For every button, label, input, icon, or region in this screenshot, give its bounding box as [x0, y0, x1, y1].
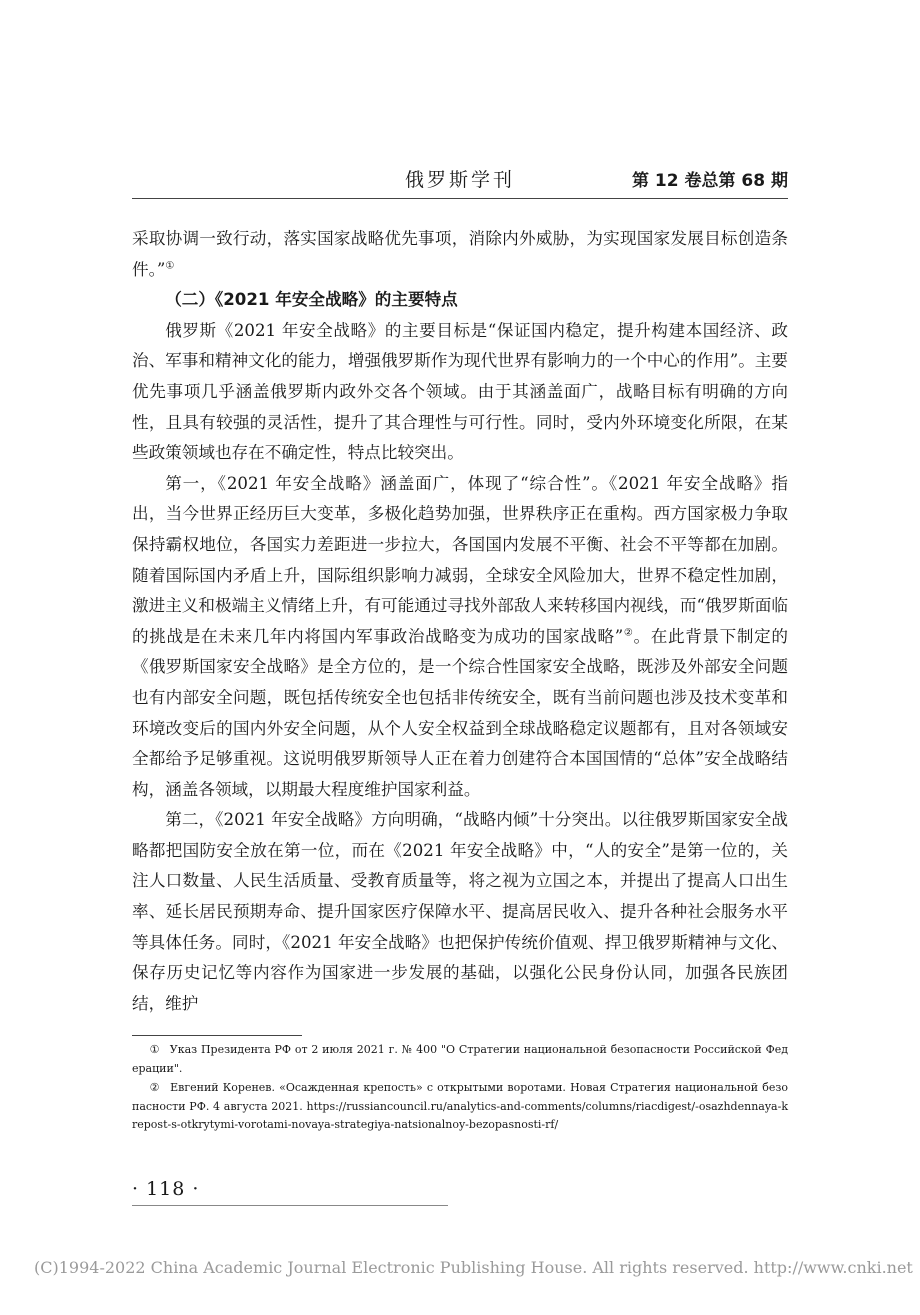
- page-rule: [132, 1205, 448, 1206]
- paragraph-3: 第二，《2021 年安全战略》方向明确，“战略内倾”十分突出。以往俄罗斯国家安全战略都把国防安全放在第一位，而在《2021 年安全战略》中，“人的安全”是第一位的，关注人口数量、人民生活质量、受教育质量等，将之视为立国之本，并提出了提高人口出生率、延长居民预期寿命、提升国家医疗保障水平、提高居民收入、提升各种社会服务水平等具体任务。同时，《2021 年安全战略》也把保护传统价值观、捍卫俄罗斯精神与文化、保存历史记忆等内容作为国家进一步发展的基础，以强化公民身份认同，加强各民族团结，维护: [132, 810, 788, 1013]
- running-header: [132, 165, 788, 195]
- issue-number: 第 12 卷总第 68 期: [632, 171, 788, 191]
- section-heading: （二）《2021 年安全战略》的主要特点: [165, 290, 458, 310]
- footnote-1: [132, 1041, 788, 1078]
- journal-title: 俄罗斯学刊: [404, 169, 515, 191]
- header-rule: [132, 198, 788, 199]
- paragraph-text: 第一，《2021 年安全战略》涵盖面广，体现了“综合性”。《2021 年安全战略》指出，当今世界正经历巨大变革，多极化趋势加强，世界秩序正在重构。西方国家极力争取保持霸权地位，各国实力差距进一步拉大，各国国内发展不平衡、社会不平等都在加剧。随着国际国内矛盾上升，国际组织影响力减弱，全球安全风险加大，世界不稳定性加剧，激进主义和极端主义情绪上升，有可能通过寻找外部敌人来转移国内视线，而“俄罗斯面临的挑战是在未来几年内将国内军事政治战略变为成功的国家战略”: [132, 473, 788, 646]
- paragraph-text: 。在此背景下制定的《俄罗斯国家安全战略》是全方位的，是一个综合性国家安全战略，既涉及外部安全问题也有内部安全问题，既包括传统安全也包括非传统安全，既有当前问题也涉及技术变革和环境改变后的国内外安全问题，从个人安全权益到全球战略稳定议题都有，且对各领域安全都给予足够重视。这说明俄罗斯领导人正在着力创建符合本国国情的“总体”安全战略结构，涵盖各领域，以期最大程度维护国家利益。: [132, 626, 789, 799]
- page-number: · 118 ·: [132, 1178, 200, 1200]
- footnote-text: Указ Президента РФ от 2 июля 2021 г. № 400 "О Стратегии национальной безопасности Российской Федерации".: [132, 1043, 788, 1075]
- footnote-mark: ②: [149, 1081, 161, 1094]
- footnote-2: [132, 1079, 788, 1135]
- footnote-mark: ①: [149, 1043, 160, 1056]
- paragraph-text: 采取协调一致行动，落实国家战略优先事项，消除内外威胁，为实现国家发展目标创造条件。”: [132, 229, 788, 279]
- paragraph-2: [132, 469, 788, 806]
- article-body: [132, 224, 788, 1019]
- footnote-ref-2[interactable]: ②: [623, 627, 634, 639]
- footnote-rule: [132, 1035, 302, 1036]
- footnote-ref-1[interactable]: ①: [165, 260, 175, 272]
- paragraph-1: 俄罗斯《2021 年安全战略》的主要目标是“保证国内稳定，提升构建本国经济、政治、军事和精神文化的能力，增强俄罗斯作为现代世界有影响力的一个中心的作用”。主要优先事项几乎涵盖俄罗斯内政外交各个领域。由于其涵盖面广，战略目标有明确的方向性，且具有较强的灵活性，提升了其合理性与可行性。同时，受内外环境变化所限，在某些政策领域也存在不确定性，特点比较突出。: [132, 320, 788, 463]
- footnote-text[interactable]: Евгений Коренев. «Осажденная крепость» с открытыми воротами. Новая Стратегия национальной безопасности РФ. 4 августа 2021. https://russiancouncil.ru/analytics-and-comments/columns/riacdigest/-osazhdennaya-krepost-s-otkrytymi-vorotami-novaya-strategiya-natsionalnoy-bezopasnosti-rf/: [132, 1081, 788, 1131]
- copyright-notice: (C)1994-2022 China Academic Journal Electronic Publishing House. All rights reserved. http://www.cnki.net: [34, 1258, 913, 1277]
- paragraph-continued: [132, 224, 788, 285]
- footnotes: [132, 1041, 788, 1136]
